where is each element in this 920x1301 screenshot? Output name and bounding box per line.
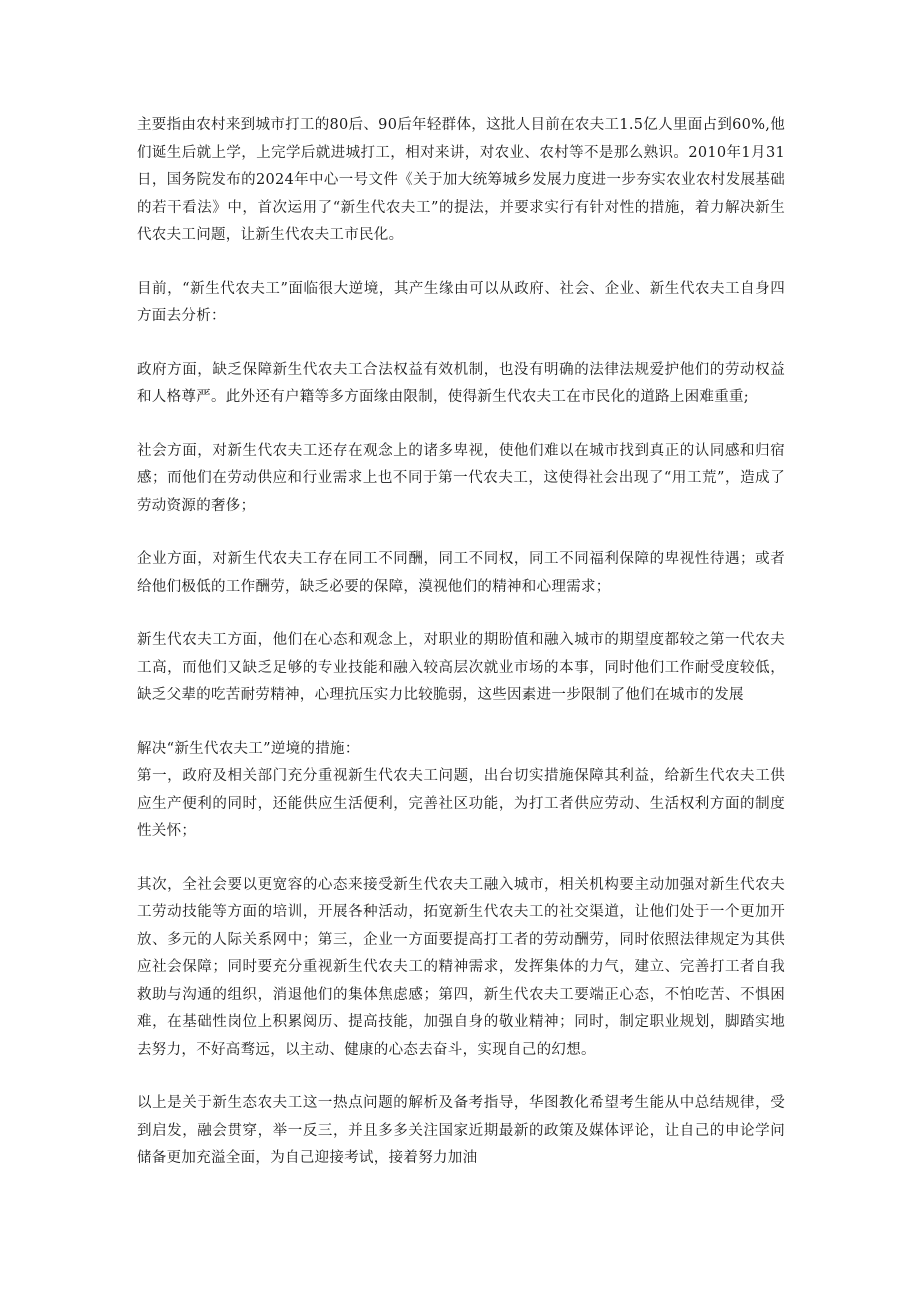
measures-heading: 解决“新生代农夫工”逆境的措施： [137, 740, 360, 757]
paragraph-society: 社会方面，对新生代农夫工还存在观念上的诸多卑视，使他们难以在城市找到真正的认同感和归宿感；而他们在劳动供应和行业需求上也不同于第一代农夫工，这使得社会出现了“用工荒”，造成了劳动资源的奢侈； [137, 442, 785, 514]
paragraph-conclusion: 以上是关于新生态农夫工这一热点问题的解析及备考指导，华图教化希望考生能从中总结规律，受到启发，融会贯穿，举一反三，并且多多关注国家近期最新的政策及媒体评论，让自己的申论学问储备更加充溢全面，为自己迎接考试，接着努力加油 [137, 1095, 785, 1166]
measures-first: 第一，政府及相关部门充分重视新生代农夫工问题，出台切实措施保障其利益，给新生代农夫工供应生产便利的同时，还能供应生活便利，完善社区功能，为打工者供应劳动、生活权利方面的制度性关怀； [137, 768, 785, 839]
document-body [137, 112, 785, 1173]
paragraph-definition: 主要指由农村来到城市打工的80后、90后年轻群体，这批人目前在农夫工1.5亿人里面占到60%,他们诞生后就上学，上完学后就进城打工，相对来讲，对农业、农村等不是那么熟识。2010年1月31日，国务院发布的2024年中心一号文件《关于加大统筹城乡发展力度进一步夯实农业农村发展基础的若干看法》中，首次运用了“新生代农夫工”的提法，并要求实行有针对性的措施，着力解决新生代农夫工问题，让新生代农夫工市民化。 [137, 117, 785, 243]
paragraph-workers: 新生代农夫工方面，他们在心态和观念上，对职业的期盼值和融入城市的期望度都较之第一代农夫工高，而他们又缺乏足够的专业技能和融入较高层次就业市场的本事，同时他们工作耐受度较低，缺乏父辈的吃苦耐劳精神，心理抗压实力比较脆弱，这些因素进一步限制了他们在城市的发展 [137, 632, 785, 703]
paragraph-enterprise: 企业方面，对新生代农夫工存在同工不同酬，同工不同权，同工不同福利保障的卑视性待遇；或者给他们极低的工作酬劳，缺乏必要的保障，漠视他们的精神和心理需求； [137, 551, 785, 595]
paragraph-current-situation: 目前，“新生代农夫工”面临很大逆境，其产生缘由可以从政府、社会、企业、新生代农夫工自身四方面去分析： [137, 280, 785, 324]
measures-rest: 其次，全社会要以更宽容的心态来接受新生代农夫工融入城市，相关机构要主动加强对新生代农夫工劳动技能等方面的培训，开展各种活动，拓宽新生代农夫工的社交渠道，让他们处于一个更加开放、多元的人际关系网中；第三，企业一方面要提高打工者的劳动酬劳，同时依照法律规定为其供应社会保障；同时要充分重视新生代农夫工的精神需求，发挥集体的力气，建立、完善打工者自我救助与沟通的组织，消退他们的集体焦虑感；第四，新生代农夫工要端正心态，不怕吃苦、不惧困难，在基础性岗位上积累阅历、提高技能，加强自身的敬业精神；同时，制定职业规划，脚踏实地去努力，不好高骛远，以主动、健康的心态去奋斗，实现自己的幻想。 [137, 876, 785, 1058]
paragraph-government: 政府方面，缺乏保障新生代农夫工合法权益有效机制，也没有明确的法律法规爱护他们的劳动权益和人格尊严。此外还有户籍等多方面缘由限制，使得新生代农夫工在市民化的道路上困难重重; [137, 361, 785, 405]
